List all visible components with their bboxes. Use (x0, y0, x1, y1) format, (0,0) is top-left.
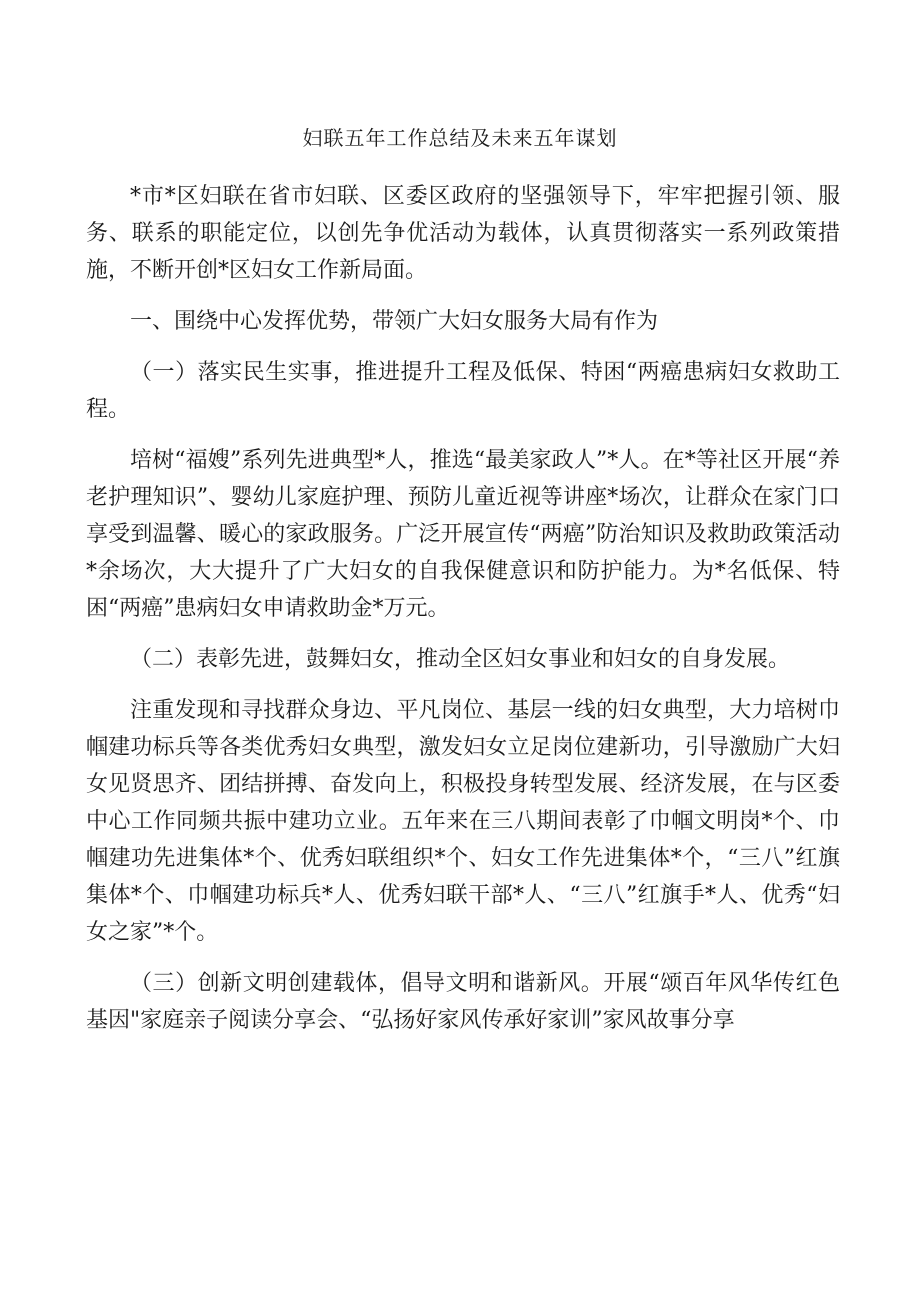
paragraph-intro: *市*区妇联在省市妇联、区委区政府的坚强领导下，牢牢把握引领、服务、联系的职能定位，以创先争优活动为载体，认真贯彻落实一系列政策措施，不断开创*区妇女工作新局面。 (86, 184, 840, 283)
subsection-heading-3: （三）创新文明创建载体，倡导文明和谐新风。开展“颂百年风华传红色基因"家庭亲子阅读分享会、“弘扬好家风传承好家训”家风故事分享 (86, 971, 840, 1033)
section-heading-1: 一、围绕中心发挥优势，带领广大妇女服务大局有作为 (130, 309, 659, 334)
subsection-heading-2: （二）表彰先进，鼓舞妇女，推动全区妇女事业和妇女的自身发展。 (130, 647, 791, 672)
subsection-heading-1: （一）落实民生实事，推进提升工程及低保、特困“两癌患病妇女救助工程。 (86, 360, 840, 422)
paragraph-fusao: 培树“福嫂”系列先进典型*人，推选“最美家政人”*人。在*等社区开展“养老护理知识”、婴幼儿家庭护理、预防儿童近视等讲座*场次，让群众在家门口享受到温馨、暖心的家政服务。广泛开展宣传“两癌”防治知识及救助政策活动*余场次，大大提升了广大妇女的自我保健意识和防护能力。为*名低保、特困“两癌”患病妇女申请救助金*万元。 (86, 448, 840, 621)
document-title: 妇联五年工作总结及未来五年谋划 (302, 126, 618, 150)
document-body (86, 170, 840, 1039)
paragraph-typical-women: 注重发现和寻找群众身边、平凡岗位、基层一线的妇女典型，大力培树巾帼建功标兵等各类优秀妇女典型，激发妇女立足岗位建新功，引导激励广大妇女见贤思齐、团结拼搏、奋发向上，积极投身转型发展、经济发展，在与区委中心工作同频共振中建功立业。五年来在三八期间表彰了巾帼文明岗*个、巾帼建功先进集体*个、优秀妇联组织*个、妇女工作先进集体*个，“三八”红旗集体*个、巾帼建功标兵*人、优秀妇联干部*人、“三八”红旗手*人、优秀“妇女之家”*个。 (86, 698, 840, 945)
